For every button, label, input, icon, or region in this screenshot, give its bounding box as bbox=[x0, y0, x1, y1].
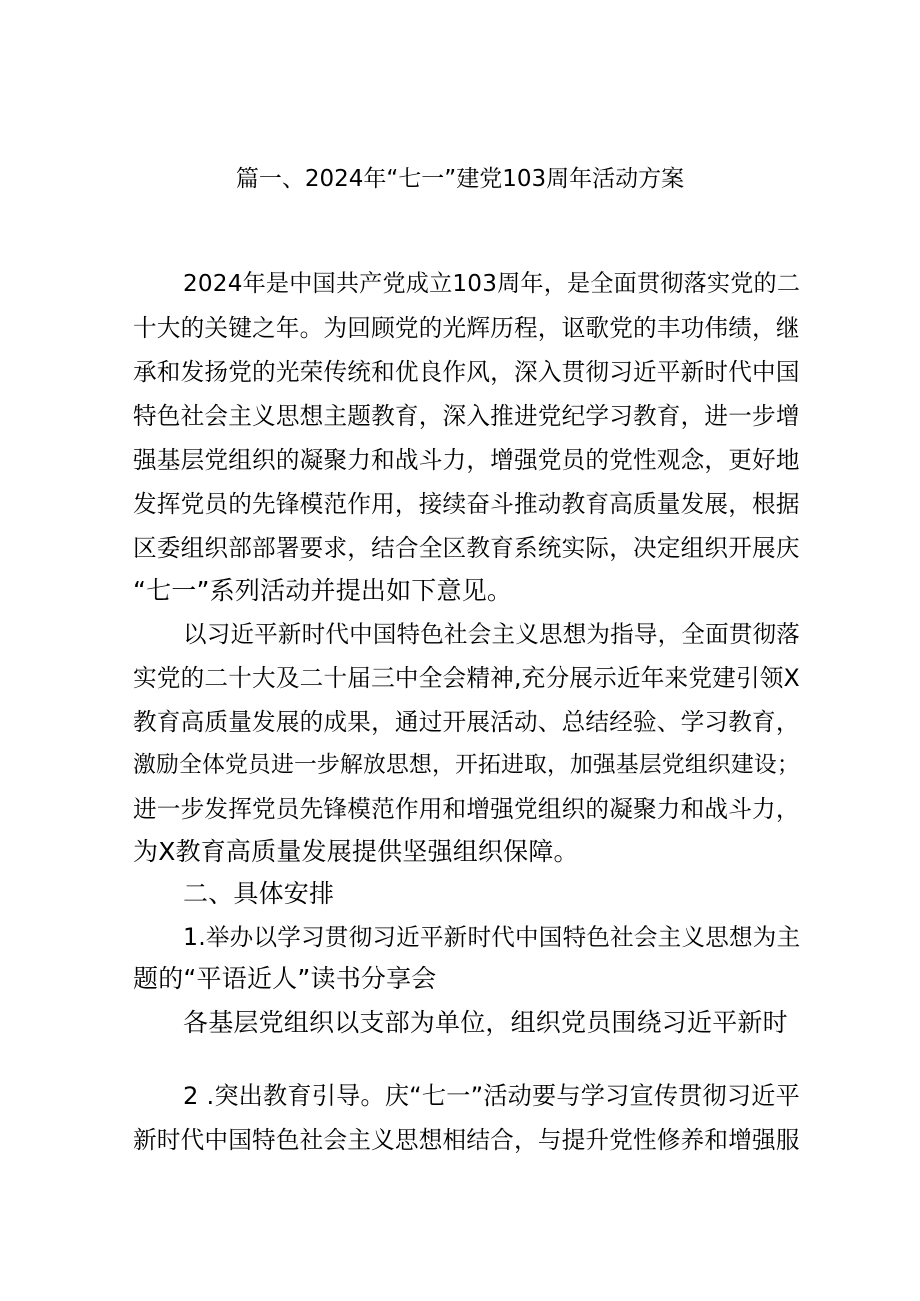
text-line: 区委组织部部署要求，结合全区教育系统实际，决定组织开展庆 bbox=[133, 534, 800, 562]
text-line: 激励全体党员进一步解放思想，开拓进取，加强基层党组织建设； bbox=[133, 752, 800, 778]
text-line: 2024年是中国共产党成立103周年，是全面贯彻落实党的二 bbox=[183, 271, 801, 297]
list-item-body: 各基层党组织以支部为单位，组织党员围绕习近平新时 bbox=[183, 1008, 788, 1037]
text-line: 实党的二十大及二十届三中全会精神,充分展示近年来党建引领X bbox=[133, 664, 800, 692]
text-line: 1.举办以学习贯彻习近平新时代中国特色社会主义思想为主 bbox=[183, 923, 801, 951]
text-line: 以习近平新时代中国特色社会主义思想为指导，全面贯彻落 bbox=[183, 620, 801, 648]
text-line: 为X教育高质量发展提供坚强组织保障。 bbox=[133, 837, 579, 866]
text-line: 新时代中国特色社会主义思想相结合，与提升党性修养和增强服 bbox=[133, 1126, 800, 1154]
text-line: 教育高质量发展的成果，通过开展活动、总结经验、学习教育， bbox=[133, 708, 800, 736]
text-line: 发挥党员的先锋模范作用，接续奋斗推动教育高质量发展，根据 bbox=[133, 490, 800, 518]
section-heading: 二、具体安排 bbox=[183, 879, 335, 908]
text-line: 特色社会主义思想主题教育，深入推进党纪学习教育，进一步增 bbox=[133, 402, 800, 430]
text-line: “七一”系列活动并提出如下意见。 bbox=[133, 576, 513, 605]
text-line: 进一步发挥党员先锋模范作用和增强党组织的凝聚力和战斗力， bbox=[133, 795, 800, 823]
text-line: 2 .突出教育引导。庆“七一”活动要与学习宣传贯彻习近平 bbox=[183, 1082, 800, 1110]
text-line: 题的“平语近人”读书分享会 bbox=[133, 964, 437, 993]
document-title: 篇一、2024年“七一”建党103周年活动方案 bbox=[235, 166, 685, 192]
text-line: 十大的关键之年。为回顾党的光辉历程，讴歌党的丰功伟绩，继 bbox=[133, 314, 800, 342]
text-line: 强基层党组织的凝聚力和战斗力，增强党员的党性观念，更好地 bbox=[133, 446, 800, 474]
text-line: 承和发扬党的光荣传统和优良作风，深入贯彻习近平新时代中国 bbox=[133, 358, 800, 386]
